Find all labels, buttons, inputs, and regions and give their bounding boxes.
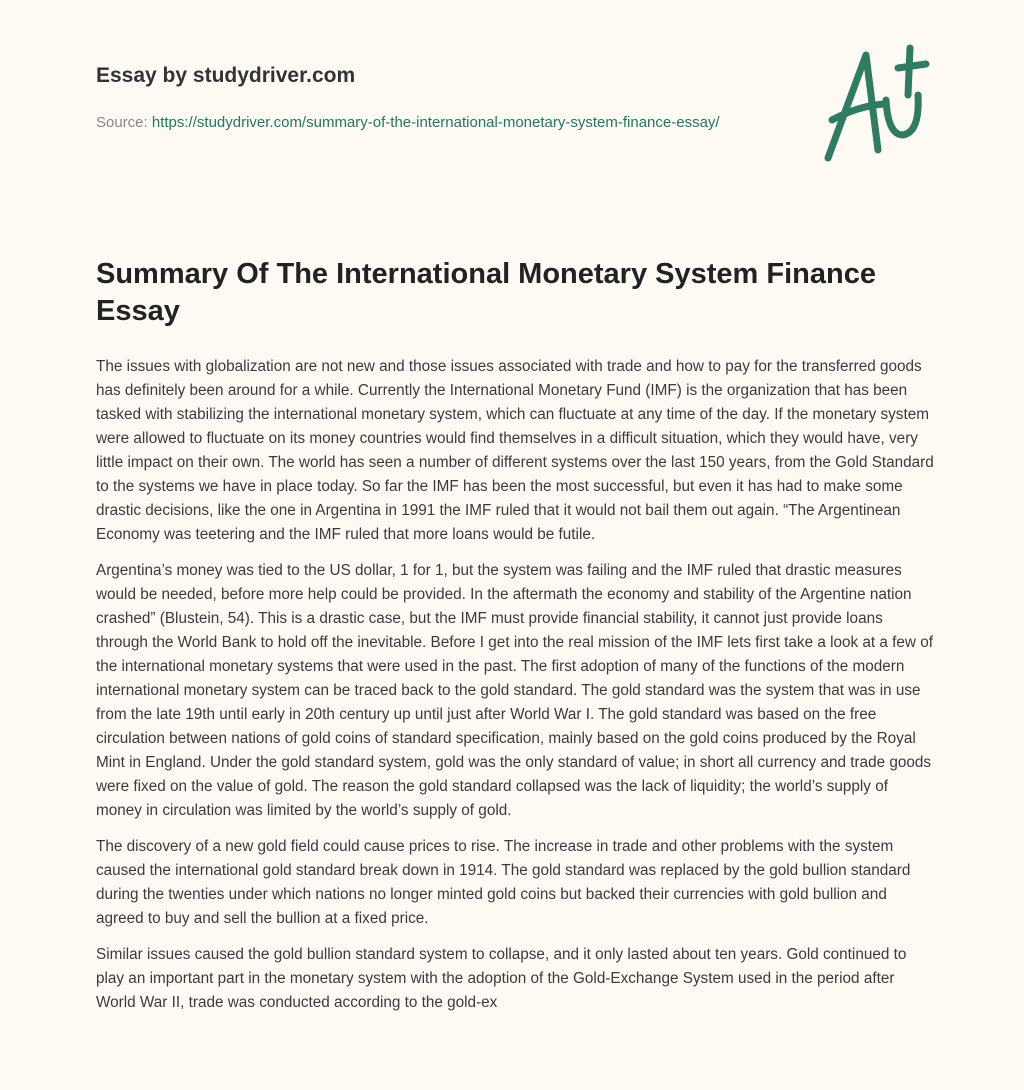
a-plus-logo-icon: [818, 40, 933, 165]
paragraph: Argentina’s money was tied to the US dollar, 1 for 1, but the system was failing and the IMF ruled that drastic measures would be needed, before more help could be provided. In the aftermath the economy and stability of the Argentine nation crashed” (Blustein, 54). This is a drastic case, but the IMF must provide financial stability, it cannot just provide loans through the World Bank to hold off the inevitable. Before I get into the real mission of the IMF lets first take a look at a few of the international monetary systems that were used in the past. The first adoption of many of the functions of the modern international monetary system can be traced back to the gold standard. The gold standard was the system that was in use from the late 19th until early in 20th century up until just after World War I. The gold standard was based on the free circulation between nations of gold coins of standard specification, mainly based on the gold coins produced by the Royal Mint in England. Under the gold standard system, gold was the only standard of value; in short all currency and trade goods were fixed on the value of gold. The reason the gold standard collapsed was the lack of liquidity; the world’s supply of money in circulation was limited by the world’s supply of gold.: [96, 562, 933, 819]
source-label: Source:: [96, 114, 152, 131]
paragraph: The issues with globalization are not new and those issues associated with trade and how to pay for the transferred goods has definitely been around for a while. Currently the International Monetary Fund (IMF) is the organization that has been tasked with stabilizing the international monetary system, which can fluctuate at any time of the day. If the monetary system were allowed to fluctuate on its money countries would find themselves in a difficult situation, which they would have, very little impact on their own. The world has seen a number of different systems over the last 150 years, from the Gold Standard to the systems we have in place today. So far the IMF has been the most successful, but even it has had to make some drastic decisions, like the one in Argentina in 1991 the IMF ruled that it would not bail them out again. “The Argentinean Economy was teetering and the IMF ruled that more loans would be futile.: [96, 358, 934, 543]
paragraph: Similar issues caused the gold bullion standard system to collapse, and it only lasted about ten years. Gold continued to play an important part in the monetary system with the adoption of the Gold-Exchange System used in the period after World War II, trade was conducted according to the gold-ex: [96, 946, 907, 1011]
source-line: [96, 111, 756, 135]
page-title: Summary Of The International Monetary System Finance Essay: [96, 258, 876, 327]
paragraph: The discovery of a new gold field could cause prices to rise. The increase in trade and other problems with the system caused the international gold standard break down in 1914. The gold standard was replaced by the gold bullion standard during the twenties under which nations no longer minted gold coins but backed their currencies with gold bullion and agreed to buy and sell the bullion at a fixed price.: [96, 838, 911, 927]
essay-body: [96, 355, 934, 1027]
source-link[interactable]: https://studydriver.com/summary-of-the-international-monetary-system-finance-essay/: [151, 114, 720, 131]
site-brand: Essay by studydriver.com: [96, 64, 356, 87]
